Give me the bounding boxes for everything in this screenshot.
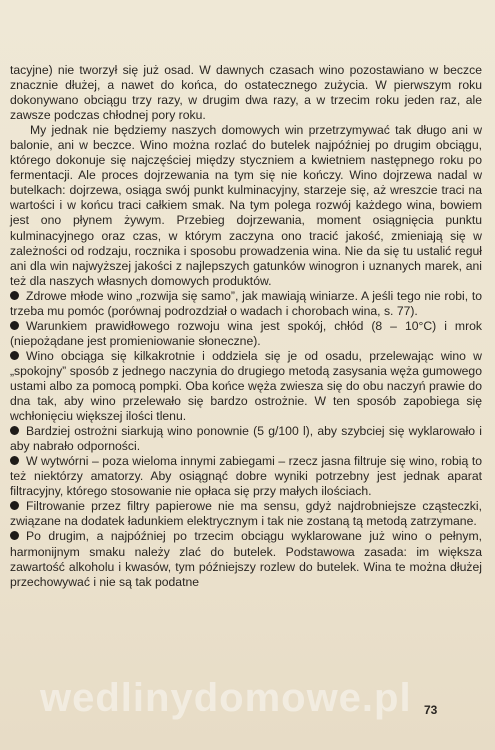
bullet-icon bbox=[10, 456, 19, 465]
paragraph-text: W wytwórni – poza wieloma innymi zabiegami – rzecz jasna filtruje się wino, robią to też niektórzy amatorzy. Aby osiągnąć dobre wyniki potrzebny jest jednak aparat filtracyjny, którego stosowanie nie opłaca się przy małych ilościach. bbox=[10, 454, 482, 499]
paragraph-text: My jednak nie będziemy naszych domowych win przetrzymywać tak długo ani w balonie, ani w beczce. Wino można rozlać do butelek najpóźniej po drugim obciągu, którego dokonuje się najczęściej między styczniem a kwietniem następnego roku po fermentacji. Ale proces dojrzewania na tym się nie kończy. Wino dojrzewa nadal w butelkach: dojrzewa, osiąga swój punkt kulminacyjny, starzeje się, aż wreszcie traci na wartości i w końcu traci całkiem smak. Na tym polega rozwój każdego wina, bowiem jest ono płynem żywym. Przebieg dojrzewania, moment osiągnięcia punktu kulminacyjnego oraz czas, w którym zaczyna ono tracić jakość, zmieniają się w zależności od rodzaju, rocznika i sposobu prowadzenia wina. Nie da się tu ustalić reguł ani dla win najwyższej jakości z najlepszych gatunków winogron i uznanych marek, ani też dla naszych własnych domowych produktów. bbox=[10, 123, 482, 288]
bullet-paragraph bbox=[10, 319, 482, 349]
paragraph-text: Warunkiem prawidłowego rozwoju wina jest spokój, chłód (8 – 10°C) i mrok (niepożądane jest promieniowanie słoneczne). bbox=[10, 318, 482, 348]
page-number: 73 bbox=[424, 703, 438, 717]
bullet-icon bbox=[10, 321, 19, 330]
paragraph-text: Po drugim, a najpóźniej po trzecim obciągu wyklarowane już wino o pełnym, harmonijnym smaku należy zlać do butelek. Podstawowa zasada: im większa zawartość alkoholu i kwasów, tym późniejszy rozlew do butelek. Wina te można dłużej przechowywać i nie są tak podatne bbox=[10, 529, 482, 589]
bullet-paragraph bbox=[10, 499, 482, 529]
paragraph-text: Wino obciąga się kilkakrotnie i oddziela się je od osadu, przelewając wino w „spokojny” sposób z jednego naczynia do drugiego metodą zasysania węża gumowego ustami albo za pomocą pompki. Oba końce węża zwiesza się do obu naczyń prawie do dna tak, aby wino przelewało się bardzo ostrożnie. W ten sposób zapobiega się wchłonięciu większej ilości tlenu. bbox=[10, 348, 482, 424]
paragraph-text: Filtrowanie przez filtry papierowe nie ma sensu, gdyż najdrobniejsze cząsteczki, związane na dodatek ładunkiem elektrycznym i tak nie zostaną tą metodą zatrzymane. bbox=[10, 499, 482, 529]
paragraph-text: tacyjne) nie tworzył się już osad. W dawnych czasach wino pozostawiano w beczce znacznie dłużej, a nawet do końca, do ostatecznego zużycia. W pierwszym roku dokonywano obciągu trzy razy, w drugim dwa razy, a w trzecim roku jeden raz, ale zawsze podczas chłodnej pory roku. bbox=[10, 63, 482, 123]
paragraph-text: Zdrowe młode wino „rozwija się samo”, jak mawiają winiarze. A jeśli tego nie robi, to trzeba mu pomóc (porównaj podrozdział o wadach i chorobach wina, s. 77). bbox=[10, 288, 482, 318]
watermark: wedlinydomowe.pl bbox=[40, 676, 412, 720]
bullet-paragraph bbox=[10, 289, 482, 319]
bullet-icon bbox=[10, 351, 19, 360]
bullet-paragraph bbox=[10, 424, 482, 454]
bullet-paragraph bbox=[10, 349, 482, 424]
bullet-icon bbox=[10, 426, 19, 435]
bullet-paragraph bbox=[10, 529, 482, 589]
paragraph-text: Bardziej ostrożni siarkują wino ponownie (5 g/100 l), aby szybciej się wyklarowało i aby nabrało odporności. bbox=[10, 424, 482, 454]
bullet-icon bbox=[10, 291, 19, 300]
paragraph bbox=[10, 63, 482, 123]
body-text bbox=[10, 63, 482, 590]
bullet-icon bbox=[10, 501, 19, 510]
bullet-paragraph bbox=[10, 454, 482, 499]
bullet-icon bbox=[10, 531, 19, 540]
paragraph bbox=[10, 123, 482, 289]
